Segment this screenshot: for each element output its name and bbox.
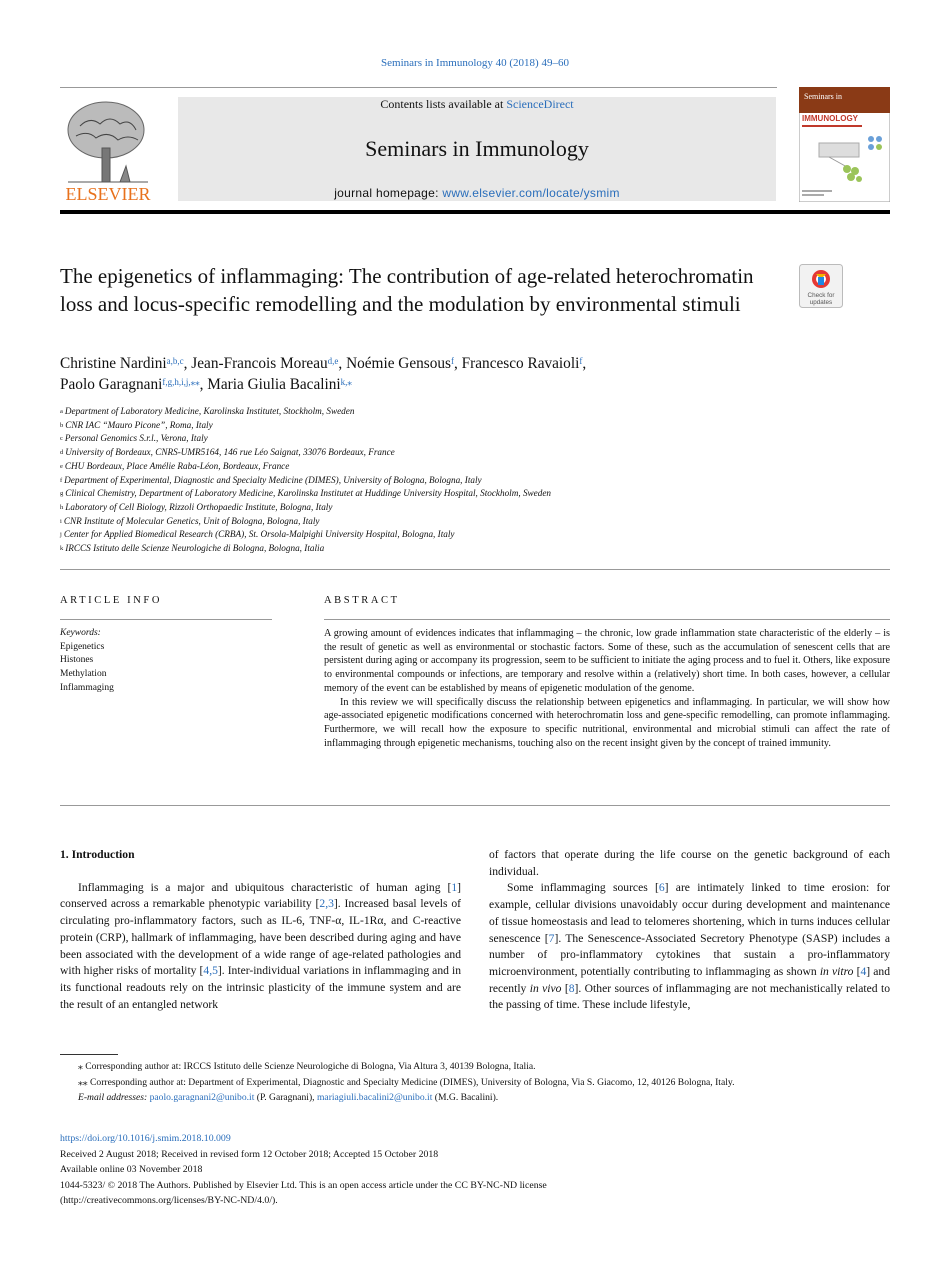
author-name: Francesco Ravaioli	[461, 355, 580, 372]
affiliation-text: Center for Applied Biomedical Research (CRBA), St. Orsola-Malpighi University Hospital, Bologna, Italy	[63, 529, 455, 540]
affiliation-text: Clinical Chemistry, Department of Laboratory Medicine, Karolinska Institutet at Huddinge University Hospital, Stockholm, Sweden	[65, 488, 552, 499]
article-info-heading: ARTICLE INFO	[60, 595, 163, 606]
text-run: ] and recently	[489, 964, 891, 995]
affiliation-key: e	[60, 462, 63, 470]
citation-link[interactable]: 4,5	[203, 964, 218, 978]
author-name: Jean-Francois Moreau	[191, 355, 328, 372]
homepage-link[interactable]: www.elsevier.com/locate/ysmim	[442, 186, 620, 200]
affiliation-key: a	[60, 408, 63, 415]
body-column-left	[60, 847, 461, 1013]
text-run: ]. Inter-individual variations in inflammaging and in its functional readouts rely on the intrinsic plasticity of the immune system and are the result of an entangled network	[60, 964, 461, 1011]
text-run: ] are intimately linked to time erosion: for example, cellular divisions unavoidably occur during development and maintenance of tissue homeostasis and lead to telomeres shortening, which in turns induces cellular senescence [	[489, 881, 890, 945]
affiliation-item	[60, 419, 890, 433]
abstract-paragraph: A growing amount of evidences indicates that inflammaging – the chronic, low grade inflammation state characteristic of the elderly – is the result of genetic as well as environmental or stochastic factors. Some of these, such as the accumulation of senescent cells that are persistent during aging or accompany its progression, seem to be sufficient to initiate the aging process and to fuel it. Others, like exposure to environmental compounds or infections, are temporary and resolve within a (relatively) short time. In both cases, however, a cellular memory of the event can be established by means of epigenetic modulation of the genome.	[324, 628, 890, 694]
available-online: Available online 03 November 2018	[60, 1164, 203, 1175]
text-run: Some inflammaging sources [	[507, 881, 659, 895]
author-list	[60, 353, 890, 395]
affiliation-text: IRCCS Istituto delle Scienze Neurologiche di Bologna, Bologna, Italia	[65, 543, 325, 554]
affiliation-item	[60, 487, 890, 501]
affiliation-key: j	[60, 531, 62, 539]
author-name: Christine Nardini	[60, 355, 167, 372]
affiliation-item	[60, 460, 890, 474]
keyword-item[interactable]: Inflammaging	[60, 682, 114, 693]
keyword-item[interactable]: Methylation	[60, 669, 107, 680]
citation-link[interactable]: 1	[451, 880, 458, 894]
affiliation-list	[60, 405, 890, 556]
article-title: The epigenetics of inflammaging: The contribution of age-related heterochromatin loss and locus-specific remodelling and the modulation by environmental stimuli	[60, 264, 754, 316]
email-owner: (P. Garagnani),	[254, 1092, 317, 1103]
footnotes	[60, 1059, 890, 1106]
svg-text:Check for: Check for	[807, 292, 835, 299]
author-separator: ,	[199, 376, 208, 393]
publication-info	[60, 1131, 890, 1209]
italic-term: in vivo	[529, 981, 562, 995]
affiliation-text: Personal Genomics S.r.l., Verona, Italy	[64, 433, 208, 444]
journal-cover-image	[799, 87, 890, 202]
affiliation-key: k	[60, 545, 64, 553]
svg-text:IMMUNOLOGY: IMMUNOLOGY	[802, 114, 858, 123]
journal-name: Seminars in Immunology	[365, 136, 589, 161]
svg-text:Seminars in: Seminars in	[804, 92, 842, 101]
journal-citation[interactable]: Seminars in Immunology 40 (2018) 49–60	[381, 57, 569, 69]
affiliation-key: i	[60, 517, 62, 525]
email-link[interactable]: paolo.garagnani2@unibo.it	[149, 1092, 255, 1103]
header-rule	[60, 87, 777, 88]
footnote-rule	[60, 1054, 118, 1055]
affiliation-text: Department of Experimental, Diagnostic and Specialty Medicine (DIMES), University of Bologna, Bologna, Italy	[64, 474, 482, 485]
check-for-updates-button[interactable]	[799, 264, 843, 308]
author-affiliation-link[interactable]: f,g,h,i,j,⁎⁎	[162, 377, 200, 387]
contents-prefix: Contents lists available at	[380, 97, 507, 111]
text-run: [	[853, 964, 861, 978]
elsevier-tree-icon	[60, 96, 156, 204]
author-affiliation-link[interactable]: d,e	[327, 356, 339, 366]
affiliation-item	[60, 474, 890, 488]
text-run: ]. Increased basal levels of circulating pro-inflammatory factors, such as IL-6, TNF-α, IL-1Rα, and C-reactive protein (CRP), hallmark of inflammaging, have been described during aging and have been associated with the development of a wide range of age-related pathologies and with higher risks of mortality [	[60, 897, 461, 978]
elsevier-logo[interactable]	[60, 96, 156, 204]
footnote-corresponding-1: ⁎ Corresponding author at: IRCCS Istituto delle Scienze Neurologiche di Bologna, Via Altura 3, 40139 Bologna, Italia.	[78, 1061, 536, 1072]
homepage-line	[178, 186, 776, 200]
license-line-1: 1044-5323/ © 2018 The Authors. Published by Elsevier Ltd. This is an open access article under the CC BY-NC-ND license	[60, 1179, 547, 1191]
abstract-paragraph: In this review we will specifically discuss the relationship between epigenetics and inflammaging. In particular, we will show how age-associated epigenetic modifications concerned with heterochromatin loss and gene-specific remodelling, can promote inflammaging. Furthermore, we will recall how the exposure to specific nutritional, environmental and microbial stimuli can affect the rate of inflammaging through epigenetic mechanisms, touching also on the recent insight given by the concept of trained immunity.	[324, 696, 890, 749]
keyword-item[interactable]: Histones	[60, 655, 94, 666]
text-run: ]. The Senescence-Associated Secretory Phenotype (SASP) includes a number of pro-inflammatory cytokines that sustain a pro-inflammatory microenvironment, potentially contributing to inflammaging as shown	[489, 931, 890, 978]
affiliation-item	[60, 515, 890, 529]
citation-link[interactable]: 7	[548, 931, 555, 945]
license-line-2[interactable]: (http://creativecommons.org/licenses/BY-NC-ND/4.0/).	[60, 1195, 278, 1206]
section-heading: 1. Introduction	[60, 848, 135, 861]
body-paragraph: of factors that operate during the life course on the genetic background of each individual.	[489, 848, 890, 878]
author-separator: ,	[338, 355, 347, 372]
author-affiliation-link[interactable]: f	[451, 356, 454, 366]
affiliation-text: Department of Laboratory Medicine, Karolinska Institutet, Stockholm, Sweden	[64, 406, 355, 416]
keywords-label: Keywords:	[60, 628, 101, 638]
affiliation-item	[60, 446, 890, 460]
text-run: [	[561, 981, 569, 995]
email-link[interactable]: mariagiuli.bacalini2@unibo.it	[316, 1092, 433, 1103]
author-affiliation-link[interactable]: a,b,c	[166, 356, 184, 366]
abstract-end-rule	[60, 805, 890, 806]
text-run: ]. Other sources of inflammaging are not mechanistically related to the passing of time. These include lifestyle,	[489, 981, 890, 1012]
citation-link[interactable]: 8	[568, 981, 575, 995]
citation-link[interactable]: 4	[860, 964, 867, 978]
header-thick-rule	[60, 210, 890, 214]
author-affiliation-link[interactable]: k,⁎	[340, 377, 352, 387]
received-dates: Received 2 August 2018; Received in revised form 12 October 2018; Accepted 15 October 2018	[60, 1148, 439, 1160]
journal-cover[interactable]	[799, 87, 890, 202]
affiliation-key: h	[60, 503, 64, 511]
email-owner: (M.G. Bacalini).	[432, 1092, 499, 1103]
affiliation-key: c	[60, 435, 63, 443]
contents-line	[178, 97, 776, 112]
abstract-heading: ABSTRACT	[324, 595, 400, 606]
affiliation-text: CHU Bordeaux, Place Amélie Raba-Léon, Bordeaux, France	[64, 460, 290, 471]
body-paragraph	[489, 880, 890, 1014]
author-name: Paolo Garagnani	[60, 376, 163, 393]
article-info-rule	[60, 619, 272, 620]
body-column-right	[489, 847, 890, 1014]
homepage-prefix: journal homepage:	[334, 186, 443, 200]
affiliation-item	[60, 501, 890, 515]
author-affiliation-link[interactable]: f	[579, 356, 583, 366]
text-run: Inflammaging is a major and ubiquitous characteristic of human aging [	[78, 880, 452, 894]
affiliation-key: d	[60, 449, 64, 457]
citation-link[interactable]: 2,3	[319, 897, 334, 911]
affiliation-item	[60, 528, 890, 542]
doi-link[interactable]: https://doi.org/10.1016/j.smim.2018.10.009	[60, 1133, 231, 1144]
keyword-item[interactable]: Epigenetics	[60, 641, 105, 652]
affiliation-text: CNR Institute of Molecular Genetics, Unit of Bologna, Bologna, Italy	[63, 515, 320, 526]
affiliation-item	[60, 405, 890, 419]
affiliation-text: Laboratory of Cell Biology, Rizzoli Orthopaedic Institute, Bologna, Italy	[65, 501, 333, 512]
affiliation-text: CNR IAC “Mauro Picone”, Roma, Italy	[65, 419, 213, 430]
abstract-rule	[324, 619, 890, 620]
footnote-emails	[60, 1090, 890, 1106]
author-name: Noémie Gensous	[346, 355, 451, 372]
affiliation-rule	[60, 569, 890, 570]
footnote-corresponding-2: ⁎⁎ Corresponding author at: Department of Experimental, Diagnostic and Specialty Medicine (DIMES), University of Bologna, Via S. Giacomo, 12, 40126 Bologna, Italy.	[78, 1076, 735, 1088]
italic-term: in vitro	[819, 964, 854, 978]
affiliation-key: f	[60, 476, 63, 484]
affiliation-key: g	[60, 490, 64, 498]
sciencedirect-link[interactable]: ScienceDirect	[506, 97, 574, 111]
email-label: E-mail addresses:	[78, 1092, 148, 1103]
affiliation-item	[60, 542, 890, 556]
author-name: Maria Giulia Bacalini	[207, 376, 341, 393]
svg-text:ELSEVIER: ELSEVIER	[65, 184, 151, 204]
affiliation-key: b	[60, 421, 64, 429]
abstract-text	[324, 627, 890, 750]
affiliation-item	[60, 432, 890, 446]
svg-text:updates: updates	[809, 299, 833, 306]
affiliation-text: University of Bordeaux, CNRS-UMR5164, 146 rue Léo Saignat, 33076 Bordeaux, France	[65, 447, 395, 458]
check-for-updates-icon	[799, 264, 843, 308]
author-separator: ,	[183, 355, 192, 372]
author-separator: ,	[454, 355, 462, 372]
text-run: ] conserved across a remarkable phenotypic variability [	[60, 880, 461, 911]
author-separator: ,	[582, 355, 587, 372]
body-paragraph	[60, 880, 461, 1014]
keywords-block	[60, 627, 272, 696]
citation-link[interactable]: 6	[658, 881, 665, 895]
